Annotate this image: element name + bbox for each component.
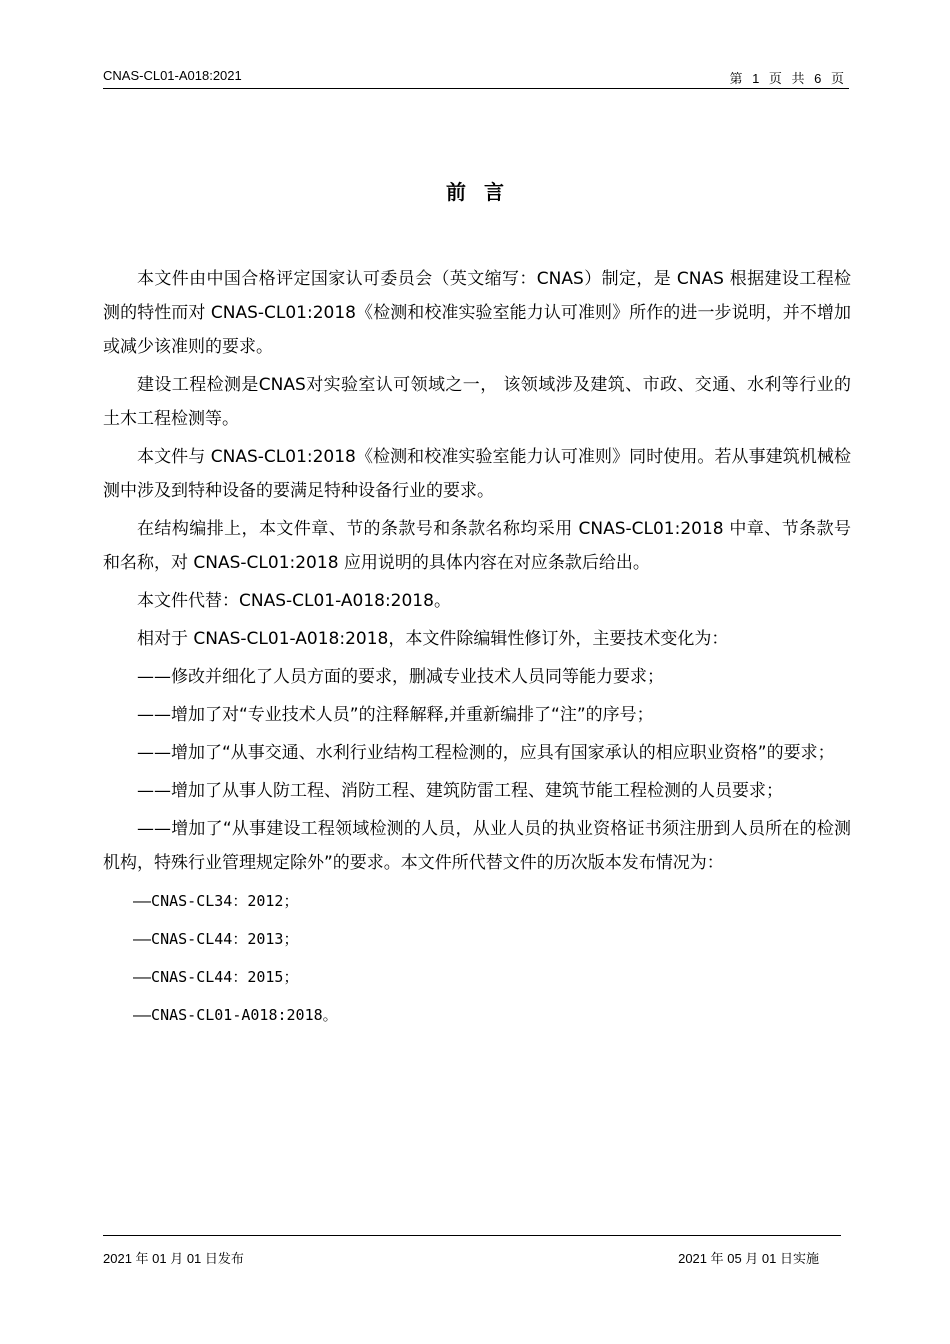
change-item: ——增加了“从事交通、水利行业结构工程检测的，应具有国家承认的相应职业资格”的要求； (137, 743, 835, 763)
change-item: ——增加了“从事建设工程领域检测的人员，从业人员的执业资格证书须注册到人员所在的检测机构，特殊行业管理规定除外”的要求。本文件所代替文件的历次版本发布情况为： (103, 819, 851, 873)
document-code: CNAS-CL01-A018:2021 (103, 68, 242, 83)
publish-date: 2021 年 01 月 01 日发布 (103, 1251, 244, 1266)
change-item: ——增加了从事人防工程、消防工程、建筑防雷工程、建筑节能工程检测的人员要求； (137, 781, 783, 801)
paragraph-scope: 建设工程检测是CNAS对实验室认可领域之一， 该领域涉及建筑、市政、交通、水利等行业的土木工程检测等。 (103, 375, 851, 429)
change-item: ——增加了对“专业技术人员”的注释解释,并重新编排了“注”的序号； (137, 705, 654, 725)
paragraph-replaces: 本文件代替：CNAS-CL01-A018:2018。 (137, 591, 451, 611)
page-title: 前言 (446, 180, 522, 204)
version-history-item: ——CNAS-CL44：2013； (133, 930, 299, 948)
page-footer (103, 1235, 841, 1266)
paragraph-intro: 本文件由中国合格评定国家认可委员会（英文缩写：CNAS）制定，是 CNAS 根据建设工程检测的特性而对 CNAS-CL01:2018《检测和校准实验室能力认可准则》所作的进一步说明，并不增加或减少该准则的要求。 (103, 269, 851, 357)
document-body (103, 262, 851, 1036)
effective-date: 2021 年 05 月 01 日实施 (678, 1251, 819, 1266)
page-number-info: 第 1 页 共 6 页 (729, 71, 847, 86)
version-history-item: ——CNAS-CL44：2015； (133, 968, 299, 986)
page-header (103, 66, 849, 89)
paragraph-usage: 本文件与 CNAS-CL01:2018《检测和校准实验室能力认可准则》同时使用。若从事建筑机械检测中涉及到特种设备的要满足特种设备行业的要求。 (103, 447, 851, 501)
paragraph-structure: 在结构编排上，本文件章、节的条款号和条款名称均采用 CNAS-CL01:2018 中章、节条款号和名称，对 CNAS-CL01:2018 应用说明的具体内容在对应条款后给出。 (103, 519, 851, 573)
version-history-item: ——CNAS-CL34：2012； (133, 892, 299, 910)
version-history-item: ——CNAS-CL01-A018:2018。 (133, 1006, 338, 1024)
change-item: ——修改并细化了人员方面的要求，删减专业技术人员同等能力要求； (137, 667, 664, 687)
paragraph-changes-intro: 相对于 CNAS-CL01-A018:2018，本文件除编辑性修订外，主要技术变化为： (137, 629, 729, 649)
